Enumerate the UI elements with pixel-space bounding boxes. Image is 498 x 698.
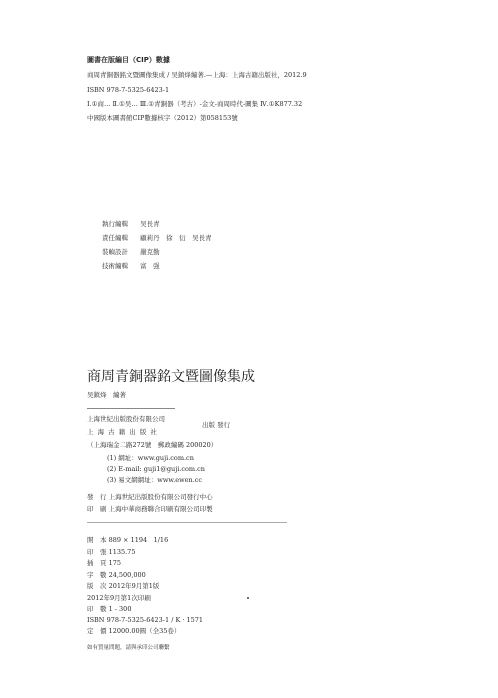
cip-line-2: ISBN 978-7-5325-6423-1 xyxy=(87,86,170,94)
distribution-value: 上海中華商務聯合印刷有限公司印製 xyxy=(108,505,213,513)
editor-row xyxy=(102,220,160,229)
spec-row xyxy=(87,571,146,580)
spec-row xyxy=(87,616,203,625)
distribution-label: 發 行 xyxy=(87,493,107,501)
spec-row xyxy=(87,548,135,557)
spec-label: 印 張 xyxy=(87,548,107,556)
distribution-value: 上海世紀出版股份有限公司發行中心 xyxy=(108,493,213,501)
spec-value: 1 - 300 xyxy=(108,605,132,613)
editor-role: 執行編輯 xyxy=(102,220,128,228)
editor-role: 裝幀設計 xyxy=(102,248,128,256)
spec-label: 插 頁 xyxy=(87,559,107,567)
editor-role: 技術編輯 xyxy=(102,262,128,270)
editor-names: 吴長青 xyxy=(140,220,160,228)
book-author: 吴鎮烽 編著 xyxy=(87,391,126,399)
spec-label: ISBN xyxy=(87,616,105,624)
footer-note: 如有質量問題，請與承印公司聯繫 xyxy=(87,645,170,651)
spec-row xyxy=(87,594,151,603)
editor-names: 富 强 xyxy=(140,262,160,270)
spec-value: 2012年9月第1次印刷 xyxy=(87,594,151,602)
publisher-web-2: (2) E-mail: guji1@guji.com.cn xyxy=(107,465,205,473)
editor-row xyxy=(102,248,160,257)
publisher-name-2: 上 海 古 籍 出 版 社 xyxy=(87,428,158,436)
spec-value: 889 × 1194 1/16 xyxy=(108,536,169,544)
cip-heading: 圖書在版編目（CIP）數據 xyxy=(87,56,170,64)
cip-line-3: Ⅰ.①商… Ⅱ.①吴… Ⅲ.①青銅器（考古）-金文-商周時代-圖集 Ⅳ.①K877.32 xyxy=(87,100,303,108)
publisher-role: 出版 發行 xyxy=(202,421,231,429)
spec-label: 版 次 xyxy=(87,582,107,590)
distribution-label: 印 刷 xyxy=(87,505,107,513)
editor-names: 嚴克勤 xyxy=(140,248,160,256)
spec-row xyxy=(87,627,180,636)
title-rule xyxy=(87,408,175,409)
speck-mark xyxy=(247,597,249,599)
editor-names: 顧莉丹 徐 衍 吴長青 xyxy=(140,234,212,242)
spec-label: 定 價 xyxy=(87,627,107,635)
editor-role: 責任編輯 xyxy=(102,234,128,242)
section-rule xyxy=(87,522,287,523)
spec-row xyxy=(87,582,159,591)
cip-line-4: 中國版本圖書館CIP數據核字（2012）第058153號 xyxy=(87,114,238,122)
spec-value: 12000.00圓（全35卷） xyxy=(108,627,181,635)
spec-value: 24,500,000 xyxy=(108,571,146,579)
publisher-web-3: (3) 易文網網址：www.ewen.cc xyxy=(107,476,203,484)
spec-row xyxy=(87,605,131,614)
spec-value: 2012年9月第1版 xyxy=(108,582,160,590)
spec-value: 978-7-5325-6423-1 / K · 1571 xyxy=(106,616,204,624)
spec-row xyxy=(87,559,121,568)
editor-row xyxy=(102,262,160,271)
cip-line-1: 商周青銅器銘文暨圖像集成 / 吴鎮烽編著.—上海：上海古籍出版社，2012.9 xyxy=(87,71,307,79)
distribution-row xyxy=(87,493,213,502)
book-title: 商周青銅器銘文暨圖像集成 xyxy=(87,369,255,385)
spec-label: 印 數 xyxy=(87,605,107,613)
publisher-web-1: (1) 網址：www.guji.com.cn xyxy=(107,454,194,462)
spec-value: 175 xyxy=(108,559,121,567)
spec-row xyxy=(87,536,168,545)
spec-label: 開 本 xyxy=(87,536,107,544)
distribution-row xyxy=(87,505,213,514)
spec-value: 1135.75 xyxy=(108,548,136,556)
publisher-name-1: 上海世紀出版股份有限公司 xyxy=(87,415,165,423)
spec-label: 字 數 xyxy=(87,571,107,579)
publisher-address: （上海瑞金二路272號 郵政編碼 200020） xyxy=(87,441,218,449)
editor-row xyxy=(102,234,212,243)
